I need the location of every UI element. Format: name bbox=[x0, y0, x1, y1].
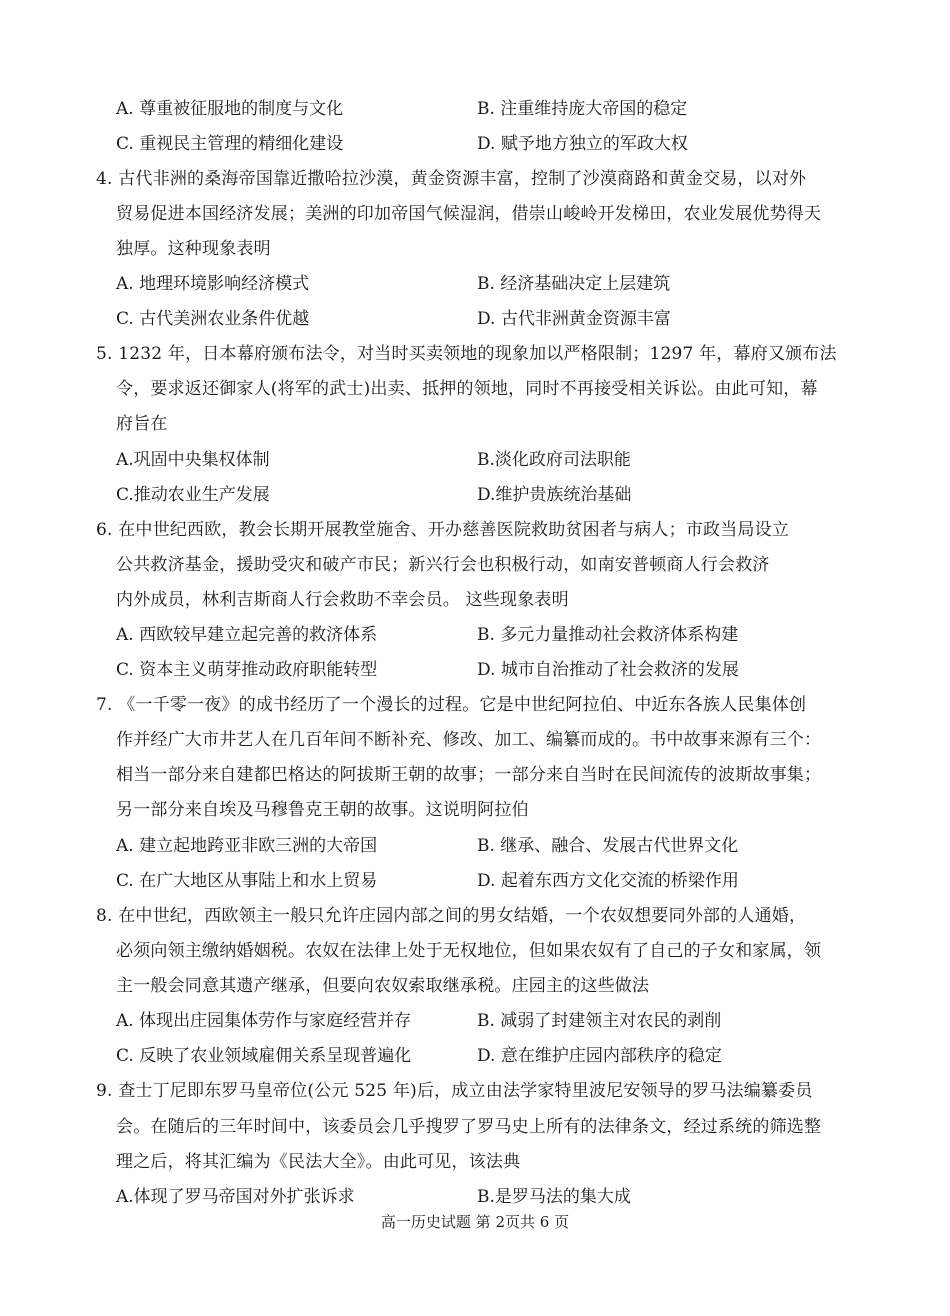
q6-stem-line-2: 公共救济基金，援助受灾和破产市民；新兴行会也积极行动，如南安普顿商人行会救济 bbox=[116, 555, 770, 575]
page-footer: 高一历史试题 第 2页共 6 页 bbox=[380, 1213, 570, 1231]
q8-stem-line-2: 必须向领主缴纳婚姻税。农奴在法律上处于无权地位，但如果农奴有了自己的子女和家属，领 bbox=[116, 941, 822, 961]
q5-option-a[interactable]: A.巩固中央集权体制 bbox=[116, 450, 270, 470]
q4-option-a[interactable]: A. 地理环境影响经济模式 bbox=[116, 274, 310, 294]
q8-option-d[interactable]: D. 意在维护庄园内部秩序的稳定 bbox=[477, 1046, 722, 1066]
q7-stem-line-2: 作并经广大市井艺人在几百年间不断补充、修改、加工、编纂而成的。书中故事来源有三个： bbox=[116, 730, 822, 750]
q8-option-c[interactable]: C. 反映了农业领域雇佣关系呈现普遍化 bbox=[116, 1046, 412, 1066]
q7-stem-line-1: 7. 《一千零一夜》的成书经历了一个漫长的过程。它是中世纪阿拉伯、中近东各族人民集体创 bbox=[96, 695, 807, 715]
q3-option-b[interactable]: B. 注重维持庞大帝国的稳定 bbox=[477, 99, 688, 119]
q9-stem-line-3: 理之后，将其汇编为《民法大全》。由此可见，该法典 bbox=[116, 1152, 521, 1172]
q6-stem-line-3: 内外成员，林利吉斯商人行会救助不幸会员。 这些现象表明 bbox=[116, 590, 569, 610]
q3-option-c[interactable]: C. 重视民主管理的精细化建设 bbox=[116, 134, 344, 154]
q9-stem-line-2: 会。在随后的三年时间中，该委员会几乎搜罗了罗马史上所有的法律条文，经过系统的筛选整 bbox=[116, 1117, 822, 1137]
q5-stem-line-2: 令，要求返还御家人(将军的武士)出卖、抵押的领地，同时不再接受相关诉讼。由此可知，幕 bbox=[116, 379, 818, 399]
q6-option-c[interactable]: C. 资本主义萌芽推动政府职能转型 bbox=[116, 660, 378, 680]
q6-stem-line-1: 6. 在中世纪西欧，教会长期开展教堂施舍、开办慈善医院救助贫困者与病人；市政当局设立 bbox=[96, 520, 790, 540]
q9-option-a[interactable]: A.体现了罗马帝国对外扩张诉求 bbox=[116, 1187, 355, 1207]
q4-option-b[interactable]: B. 经济基础决定上层建筑 bbox=[477, 274, 671, 294]
q5-option-c[interactable]: C.推动农业生产发展 bbox=[116, 485, 270, 505]
q4-stem-line-2: 贸易促进本国经济发展；美洲的印加帝国气候湿润，借崇山峻岭开发梯田，农业发展优势得天 bbox=[116, 204, 822, 224]
q8-stem-line-1: 8. 在中世纪，西欧领主一般只允许庄园内部之间的男女结婚，一个农奴想要同外部的人通婚， bbox=[96, 906, 807, 926]
q7-option-d[interactable]: D. 起着东西方文化交流的桥梁作用 bbox=[477, 871, 739, 891]
q7-stem-line-4: 另一部分来自埃及马穆鲁克王朝的故事。这说明阿拉伯 bbox=[116, 800, 529, 820]
q8-option-b[interactable]: B. 减弱了封建领主对农民的剥削 bbox=[477, 1011, 722, 1031]
q7-stem-line-3: 相当一部分来自建都巴格达的阿拔斯王朝的故事；一部分来自当时在民间流传的波斯故事集； bbox=[116, 765, 822, 785]
q4-stem-line-1: 4. 古代非洲的桑海帝国靠近撒哈拉沙漠，黄金资源丰富，控制了沙漠商路和黄金交易，以对外 bbox=[96, 169, 807, 189]
q8-stem-line-3: 主一般会同意其遗产继承，但要向农奴索取继承税。庄园主的这些做法 bbox=[116, 976, 650, 996]
q9-option-b[interactable]: B.是罗马法的集大成 bbox=[477, 1187, 631, 1207]
q8-option-a[interactable]: A. 体现出庄园集体劳作与家庭经营并存 bbox=[116, 1011, 412, 1031]
q9-stem-line-1: 9. 查士丁尼即东罗马皇帝位(公元 525 年)后，成立由法学家特里波尼安领导的罗马法编纂委员 bbox=[96, 1081, 813, 1101]
q6-option-a[interactable]: A. 西欧较早建立起完善的救济体系 bbox=[116, 625, 378, 645]
q3-option-a[interactable]: A. 尊重被征服地的制度与文化 bbox=[116, 99, 344, 119]
q4-option-d[interactable]: D. 古代非洲黄金资源丰富 bbox=[477, 309, 671, 329]
q4-stem-line-3: 独厚。这种现象表明 bbox=[116, 239, 271, 259]
q6-option-d[interactable]: D. 城市自治推动了社会救济的发展 bbox=[477, 660, 739, 680]
q5-option-b[interactable]: B.淡化政府司法职能 bbox=[477, 450, 631, 470]
q3-option-d[interactable]: D. 赋予地方独立的军政大权 bbox=[477, 134, 688, 154]
q7-option-a[interactable]: A. 建立起地跨亚非欧三洲的大帝国 bbox=[116, 836, 378, 856]
q5-stem-line-3: 府旨在 bbox=[116, 414, 168, 434]
q7-option-c[interactable]: C. 在广大地区从事陆上和水上贸易 bbox=[116, 871, 378, 891]
q4-option-c[interactable]: C. 古代美洲农业条件优越 bbox=[116, 309, 310, 329]
q5-option-d[interactable]: D.维护贵族统治基础 bbox=[477, 485, 632, 505]
q7-option-b[interactable]: B. 继承、融合、发展古代世界文化 bbox=[477, 836, 739, 856]
q5-stem-line-1: 5. 1232 年，日本幕府颁布法令，对当时买卖领地的现象加以严格限制；1297 年，幕府又颁布法 bbox=[96, 344, 837, 364]
q6-option-b[interactable]: B. 多元力量推动社会救济体系构建 bbox=[477, 625, 739, 645]
